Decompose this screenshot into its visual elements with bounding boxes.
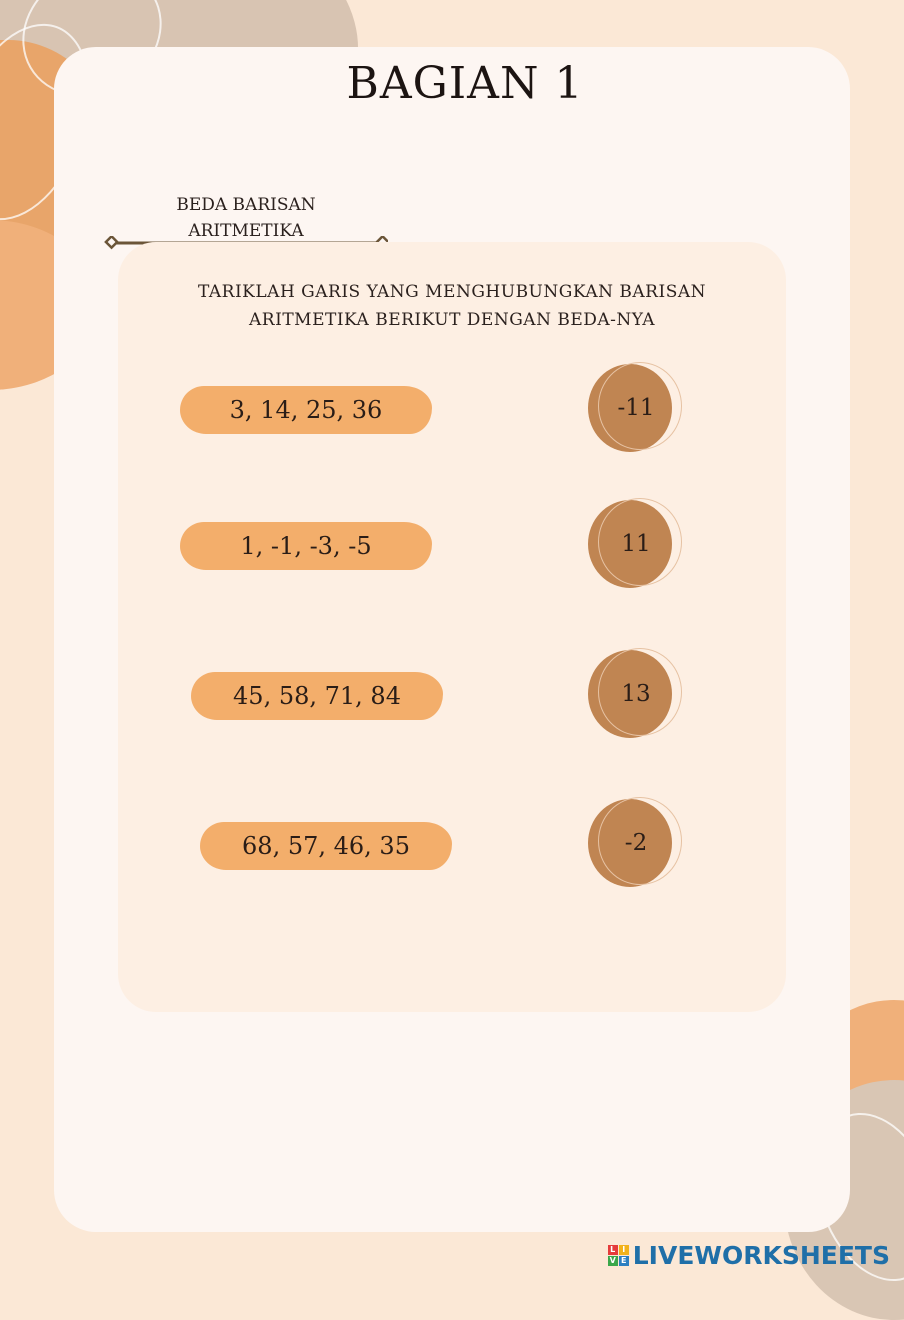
logo-letter: V (609, 1256, 616, 1265)
watermark-text: LIVEWORKSHEETS (632, 1241, 890, 1270)
section-label-line: ARITMETIKA (188, 221, 304, 241)
liveworksheets-watermark (608, 1241, 890, 1270)
difference-option[interactable] (588, 364, 676, 452)
difference-option[interactable] (588, 500, 676, 588)
instruction-line: TARIKLAH GARIS YANG MENGHUBUNGKAN BARISAN (197, 282, 706, 302)
liveworksheets-logo-icon (608, 1245, 629, 1266)
difference-option[interactable] (588, 650, 676, 738)
difference-value: -11 (617, 395, 655, 421)
difference-value: 11 (621, 531, 651, 557)
diamond-left-icon (106, 236, 117, 247)
difference-value: -2 (624, 830, 648, 856)
difference-option[interactable] (588, 799, 676, 887)
difference-value: 13 (621, 681, 651, 707)
logo-letter: L (608, 1245, 618, 1255)
sequence-item[interactable]: 1, -1, -3, -5 (180, 522, 432, 570)
instruction-line: ARITMETIKA BERIKUT DENGAN BEDA-NYA (249, 310, 655, 330)
logo-letter: E (619, 1256, 629, 1266)
sequence-item[interactable]: 45, 58, 71, 84 (191, 672, 443, 720)
instruction-text (118, 278, 786, 334)
logo-letter: I (619, 1245, 629, 1255)
exercise-panel (118, 242, 786, 1012)
section-label-line: BEDA BARISAN (176, 195, 316, 215)
sequence-item[interactable]: 68, 57, 46, 35 (200, 822, 452, 870)
sequence-item[interactable]: 3, 14, 25, 36 (180, 386, 432, 434)
page-title: BAGIAN 1 (346, 58, 584, 109)
